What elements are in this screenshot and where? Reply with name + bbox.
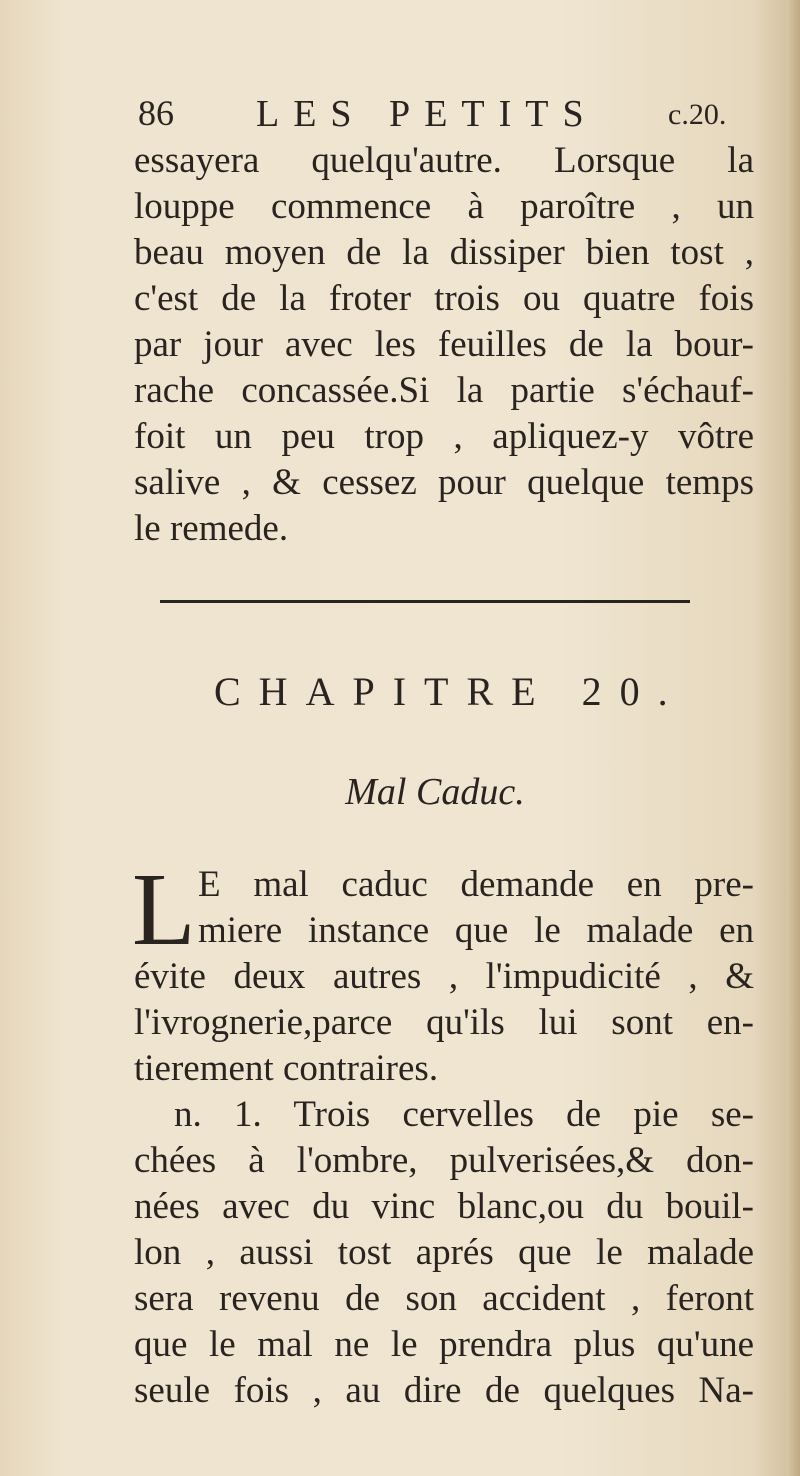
text-line: miere instance que le malade en xyxy=(198,910,754,951)
page-edge xyxy=(786,0,800,1476)
chapter-subtitle: Mal Caduc. xyxy=(345,771,525,813)
page-header xyxy=(138,92,758,136)
page-number: 86 xyxy=(138,93,174,133)
text-line: nées avec du vinc blanc,ou du bouil- xyxy=(134,1186,754,1227)
running-title: LES PETITS xyxy=(256,93,598,135)
text-line: évite deux autres , l'impudicité , & xyxy=(134,956,754,997)
text-line: salive , & cessez pour quelque temps xyxy=(134,462,754,503)
text-line: E mal caduc demande en pre- xyxy=(198,864,754,905)
chapter-reference: c.20. xyxy=(668,98,727,131)
text-line: louppe commence à paroître , un xyxy=(134,186,754,227)
text-line: c'est de la froter trois ou quatre fois xyxy=(134,278,754,319)
paragraph-1-body xyxy=(134,954,754,1092)
text-line: beau moyen de la dissiper bien tost , xyxy=(134,232,754,273)
drop-capital: L xyxy=(132,852,196,967)
text-line: que le mal ne le prendra plus qu'une xyxy=(134,1324,754,1365)
paragraph-2 xyxy=(134,1092,754,1414)
continuation-text xyxy=(134,138,754,552)
chapter-heading: CHAPITRE 20. xyxy=(214,669,686,714)
paragraph-1-indented xyxy=(198,862,754,954)
text-line: sera revenu de son accident , feront xyxy=(134,1278,754,1319)
text-line: chées à l'ombre, pulverisées,& don- xyxy=(134,1140,754,1181)
text-line: seule fois , au dire de quelques Na- xyxy=(134,1370,754,1411)
section-divider xyxy=(160,600,690,603)
text-line: par jour avec les feuilles de la bour- xyxy=(134,324,754,365)
text-line: foit un peu trop , apliquez-y vôtre xyxy=(134,416,754,457)
text-line: tierement contraires. xyxy=(134,1048,439,1089)
text-line: l'ivrognerie,parce qu'ils lui sont en- xyxy=(134,1002,754,1043)
text-line: n. 1. Trois cervelles de pie se- xyxy=(174,1094,754,1135)
text-line: essayera quelqu'autre. Lorsque la xyxy=(134,140,754,181)
text-line: lon , aussi tost aprés que le malade xyxy=(134,1232,754,1273)
text-line: le remede. xyxy=(134,508,289,549)
text-line: rache concassée.Si la partie s'échauf- xyxy=(134,370,754,411)
